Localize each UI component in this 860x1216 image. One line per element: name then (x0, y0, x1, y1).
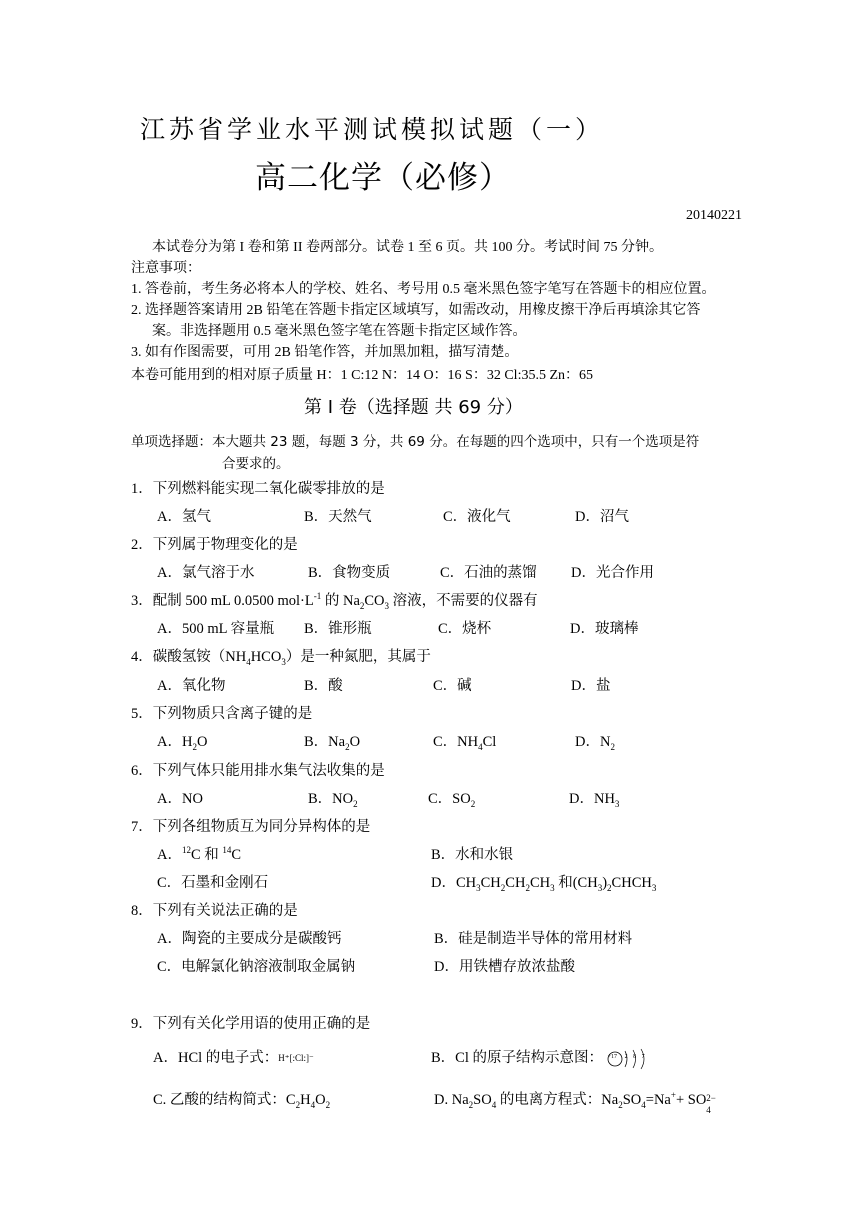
q5-option-a: A．$H_2O$ (157, 734, 208, 752)
notice-heading: 注意事项： (131, 261, 201, 276)
hcl-electron-formula: H⁺[:Cl:]⁻ (278, 1053, 314, 1064)
q3-stem-sub1: 2 (359, 600, 365, 611)
q3-stem-c: CO (364, 593, 385, 609)
q9-option-b: B．Cl 的原子结构示意图： +17 2 8 7 (431, 1046, 651, 1070)
q7-option-d: D．$CH_3CH_2CH_2CH_3$ 和$(CH_3)_2CHCH_3$ (431, 875, 657, 893)
q5-option-c: C．$NH_4Cl$ (433, 734, 497, 752)
question-9: 9．下列有关化学用语的使用正确的是 (131, 1016, 371, 1032)
atomic-masses: 本卷可能用到的相对原子质量 H：1 C:12 N：14 O：16 S：32 Cl:35.5 Zn：65 (131, 368, 594, 383)
q5-option-b: B．$Na_2O$ (304, 734, 361, 752)
q7-option-b: B．水和水银 (431, 847, 514, 863)
q3-option-c: C．烧杯 (438, 621, 492, 637)
q4-option-c: C．碱 (433, 678, 472, 694)
cl-atomic-structure-diagram (607, 1048, 651, 1070)
cl-shell-electrons: 2 8 7 (624, 1053, 647, 1060)
q2-option-d: D．光合作用 (571, 565, 654, 581)
q1-option-c: C．液化气 (443, 509, 511, 525)
q6-option-a: A．NO (157, 791, 203, 807)
note-2b: 案。非选择题用 0.5 毫米黑色签字笔在答题卡指定区域作答。 (152, 324, 527, 339)
q2-option-b: B．食物变质 (308, 565, 391, 581)
q4-option-a: A．氧化物 (157, 678, 226, 694)
note-1: 1. 答卷前，考生务必将本人的学校、姓名、考号用 0.5 毫米黑色签字笔写在答题卡的相应位置。 (131, 282, 716, 297)
q2-option-a: A．氯气溶于水 (157, 565, 255, 581)
q9-option-a: A．HCl 的电子式：H⁺[:Cl:]⁻ (153, 1050, 314, 1066)
q3-stem-d: 溶液，不需要的仪器有 (389, 593, 538, 609)
q2-option-c: C．石油的蒸馏 (440, 565, 537, 581)
q1-option-a: A．氢气 (157, 509, 211, 525)
q4-stem-b: HCO (250, 649, 282, 665)
q3-option-b: B．锥形瓶 (304, 621, 372, 637)
q9-option-c: C. 乙酸的结构简式：$C_2H_4O_2$ (153, 1092, 331, 1110)
cl-nucleus-charge: +17 (607, 1053, 618, 1060)
intro-line: 本试卷分为第 I 卷和第 II 卷两部分。试卷 1 至 6 页。共 100 分。考试时间 75 分钟。 (152, 240, 663, 255)
question-6: 6．下列气体只能用排水集气法收集的是 (131, 763, 385, 779)
q9-option-d: D. $Na_2SO_4$ 的电离方程式：$Na_2SO_4=Na^++$ SO 2− 4 (434, 1090, 716, 1115)
q3-stem-sup: -1 (313, 591, 322, 602)
q3-stem-a: 3．配制 500 mL 0.0500 mol·L (131, 593, 314, 609)
q6-option-d: D．$NH_3$ (569, 791, 620, 809)
q5-option-d: D．$N_2$ (575, 734, 615, 752)
q3-stem-sub2: 3 (384, 600, 390, 611)
q7-option-a: A．$^{12}$C 和 $^{14}$C (157, 845, 242, 863)
q4-option-b: B．酸 (304, 678, 343, 694)
note-3: 3. 如有作图需要，可用 2B 铅笔作答，并加黑加粗，描写清楚。 (131, 345, 519, 360)
exam-date: 20140221 (686, 208, 742, 223)
question-3 (131, 589, 538, 611)
question-2: 2．下列属于物理变化的是 (131, 537, 298, 553)
q4-stem-c: ）是一种氮肥，其属于 (285, 649, 431, 665)
q3-stem-b: 的 Na (321, 593, 360, 609)
q3-option-d: D．玻璃棒 (570, 621, 639, 637)
question-4 (131, 645, 431, 667)
note-2a: 2. 选择题答案请用 2B 铅笔在答题卡指定区域填写，如需改动，用橡皮擦干净后再填涂其它答 (131, 303, 701, 318)
q8-option-c: C．电解氯化钠溶液制取金属钠 (157, 959, 356, 975)
question-8: 8．下列有关说法正确的是 (131, 903, 298, 919)
q4-sub1: 4 (246, 656, 251, 667)
section-instructions-cont: 合要求的。 (222, 456, 290, 472)
q1-option-d: D．沼气 (575, 509, 629, 525)
q8-option-b: B．硅是制造半导体的常用材料 (434, 931, 633, 947)
section-instructions: 单项选择题：本大题共 23 题，每题 3 分，共 69 分。在每题的四个选项中，只有一个选项是符 (131, 434, 700, 450)
q4-sub2: 3 (281, 656, 286, 667)
q4-option-d: D．盐 (571, 678, 611, 694)
q8-option-a: A．陶瓷的主要成分是碳酸钙 (157, 931, 342, 947)
question-7: 7．下列各组物质互为同分异构体的是 (131, 819, 371, 835)
q6-option-b: B．$NO_2$ (308, 791, 358, 809)
q1-option-b: B．天然气 (304, 509, 372, 525)
q7-option-c: C．石墨和金刚石 (157, 875, 269, 891)
q6-option-c: C．$SO_2$ (428, 791, 476, 809)
q3-option-a: A．500 mL 容量瓶 (157, 621, 275, 637)
exam-title: 江苏省学业水平测试模拟试题（一） (140, 115, 605, 144)
q4-stem-a: 4．碳酸氢铵（NH (131, 649, 247, 665)
section-heading: 第 I 卷（选择题 共 69 分） (304, 397, 523, 418)
exam-subtitle: 高二化学（必修） (255, 160, 511, 196)
question-1: 1．下列燃料能实现二氧化碳零排放的是 (131, 481, 385, 497)
question-5: 5．下列物质只含离子键的是 (131, 706, 313, 722)
q8-option-d: D．用铁槽存放浓盐酸 (434, 959, 575, 975)
